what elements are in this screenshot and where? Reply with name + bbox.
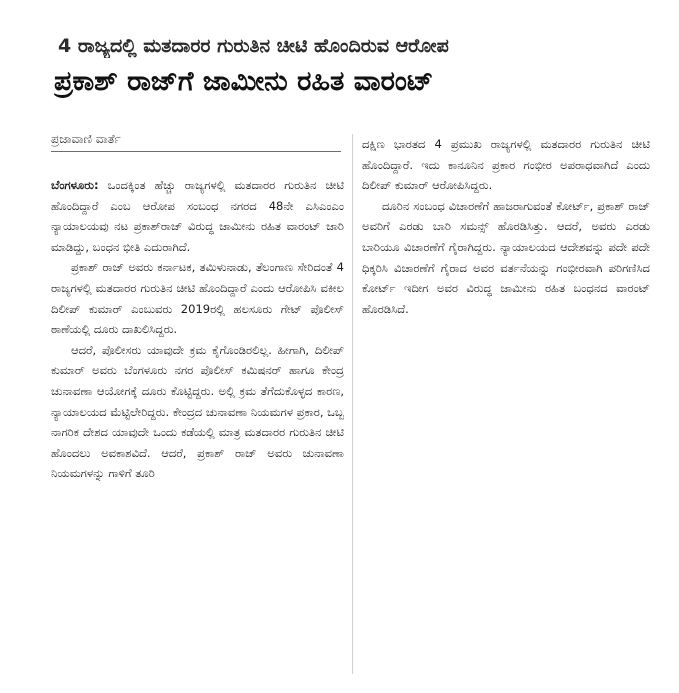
article-dateline: ಬೆಂಗಳೂರು: bbox=[51, 178, 99, 192]
column-divider bbox=[352, 134, 353, 674]
article-paragraph: ಪ್ರಕಾಶ್ ರಾಜ್ ಅವರು ಕರ್ನಾಟಕ, ತಮಿಳುನಾಡು, ತೆಲಂಗಾಣ ಸೇರಿದಂತೆ 4 ರಾಜ್ಯಗಳಲ್ಲಿ ಮತದಾರರ ಗುರುತಿನ ಚೀಟಿ ಹೊಂದಿದ್ದಾರೆ ಎಂದು ಆರೋಪಿಸಿ ವಕೀಲ ದಿಲೀಪ್ ಕುಮಾರ್ ಎಂಬುವರು 2019ರಲ್ಲಿ ಹಲಸೂರು ಗೇಟ್ ಪೊಲೀಸ್ ಠಾಣೆಯಲ್ಲಿ ದೂರು ದಾಖಲಿಸಿದ್ದರು. bbox=[51, 260, 344, 337]
article-headline: ಪ್ರಕಾಶ್ ರಾಜ್‌ಗೆ ಜಾಮೀನು ರಹಿತ ವಾರಂಟ್ bbox=[54, 66, 434, 97]
article-kicker: 4 ರಾಜ್ಯದಲ್ಲಿ ಮತದಾರರ ಗುರುತಿನ ಚೀಟಿ ಹೊಂದಿರುವ ಆರೋಪ bbox=[58, 35, 449, 57]
article-byline: ಪ್ರಜಾವಾಣಿ ವಾರ್ತೆ bbox=[51, 130, 341, 152]
article-column-left bbox=[51, 175, 344, 675]
article-paragraph: ಆದರೆ, ಪೊಲೀಸರು ಯಾವುದೇ ಕ್ರಮ ಕೈಗೊಂಡಿರಲಿಲ್ಲ. ಹೀಗಾಗಿ, ದಿಲೀಪ್ ಕುಮಾರ್ ಅವರು ಬೆಂಗಳೂರು ನಗರ ಪೊಲೀಸ್ ಕಮಿಷನರ್ ಹಾಗೂ ಕೇಂದ್ರ ಚುನಾವಣಾ ಆಯೋಗಕ್ಕೆ ದೂರು ಕೊಟ್ಟಿದ್ದರು. ಅಲ್ಲಿ ಕ್ರಮ ತೆಗೆದುಕೊಳ್ಳದ ಕಾರಣ, ನ್ಯಾಯಾಲಯದ ಮೆಟ್ಟಿಲೇರಿದ್ದರು. ಕೇಂದ್ರದ ಚುನಾವಣಾ ನಿಯಮಗಳ ಪ್ರಕಾರ, ಒಬ್ಬ ನಾಗರಿಕ ದೇಶದ ಯಾವುದೇ ಒಂದು ಕಡೆಯಲ್ಲಿ ಮಾತ್ರ ಮತದಾರರ ಗುರುತಿನ ಚೀಟಿ ಹೊಂದಲು ಅವಕಾಶವಿದೆ. ಆದರೆ, ಪ್ರಕಾಶ್ ರಾಜ್ ಅವರು ಚುನಾವಣಾ ನಿಯಮಗಳನ್ನು ಗಾಳಿಗೆ ತೂರಿ bbox=[51, 342, 344, 481]
article-paragraph: ದೂರಿನ ಸಂಬಂಧ ವಿಚಾರಣೆಗೆ ಹಾಜರಾಗುವಂತೆ ಕೋರ್ಟ್, ಪ್ರಕಾಶ್ ರಾಜ್ ಅವರಿಗೆ ಎರಡು ಬಾರಿ ಸಮನ್ಸ್ ಹೊರಡಿಸಿತ್ತು. ಆದರೆ, ಅವರು ಎರಡು ಬಾರಿಯೂ ವಿಚಾರಣೆಗೆ ಗೈರಾಗಿದ್ದರು. ನ್ಯಾಯಾಲಯದ ಆದೇಶವನ್ನು ಪದೇ ಪದೇ ಧಿಕ್ಕರಿಸಿ ವಿಚಾರಣೆಗೆ ಗೈರಾದ ಅವರ ವರ್ತನೆಯನ್ನು ಗಂಭೀರವಾಗಿ ಪರಿಗಣಿಸಿದ ಕೋರ್ಟ್ ಇದೀಗ ಅವರ ವಿರುದ್ಧ ಜಾಮೀನು ರಹಿತ ಬಂಧನದ ವಾರಂಟ್ ಹೊರಡಿಸಿದೆ. bbox=[362, 198, 650, 316]
article-paragraph: ದಕ್ಷಿಣ ಭಾರತದ 4 ಪ್ರಮುಖ ರಾಜ್ಯಗಳಲ್ಲಿ ಮತದಾರರ ಗುರುತಿನ ಚೀಟಿ ಹೊಂದಿದ್ದಾರೆ. ಇದು ಕಾನೂನಿನ ಪ್ರಕಾರ ಗಂಭೀರ ಅಪರಾಧವಾಗಿದೆ ಎಂದು ದಿಲೀಪ್ ಕುಮಾರ್ ಆರೋಪಿಸಿದ್ದರು. bbox=[362, 137, 650, 193]
article-paragraph bbox=[51, 175, 344, 257]
article-column-right bbox=[362, 134, 650, 404]
article-paragraph-text: ಒಂದಕ್ಕಿಂತ ಹೆಚ್ಚು ರಾಜ್ಯಗಳಲ್ಲಿ ಮತದಾರರ ಗುರುತಿನ ಚೀಟಿ ಹೊಂದಿದ್ದಾರೆ ಎಂಬ ಆರೋಪ ಸಂಬಂಧ ನಗರದ 48ನೇ ಎಸಿಎಂಎಂ ನ್ಯಾಯಾಲಯವು ನಟ ಪ್ರಕಾಶ್‌ರಾಜ್ ವಿರುದ್ಧ ಜಾಮೀನು ರಹಿತ ವಾರಂಟ್ ಜಾರಿ ಮಾಡಿದ್ದು, ಬಂಧನ ಭೀತಿ ಎದುರಾಗಿದೆ. bbox=[51, 178, 344, 254]
